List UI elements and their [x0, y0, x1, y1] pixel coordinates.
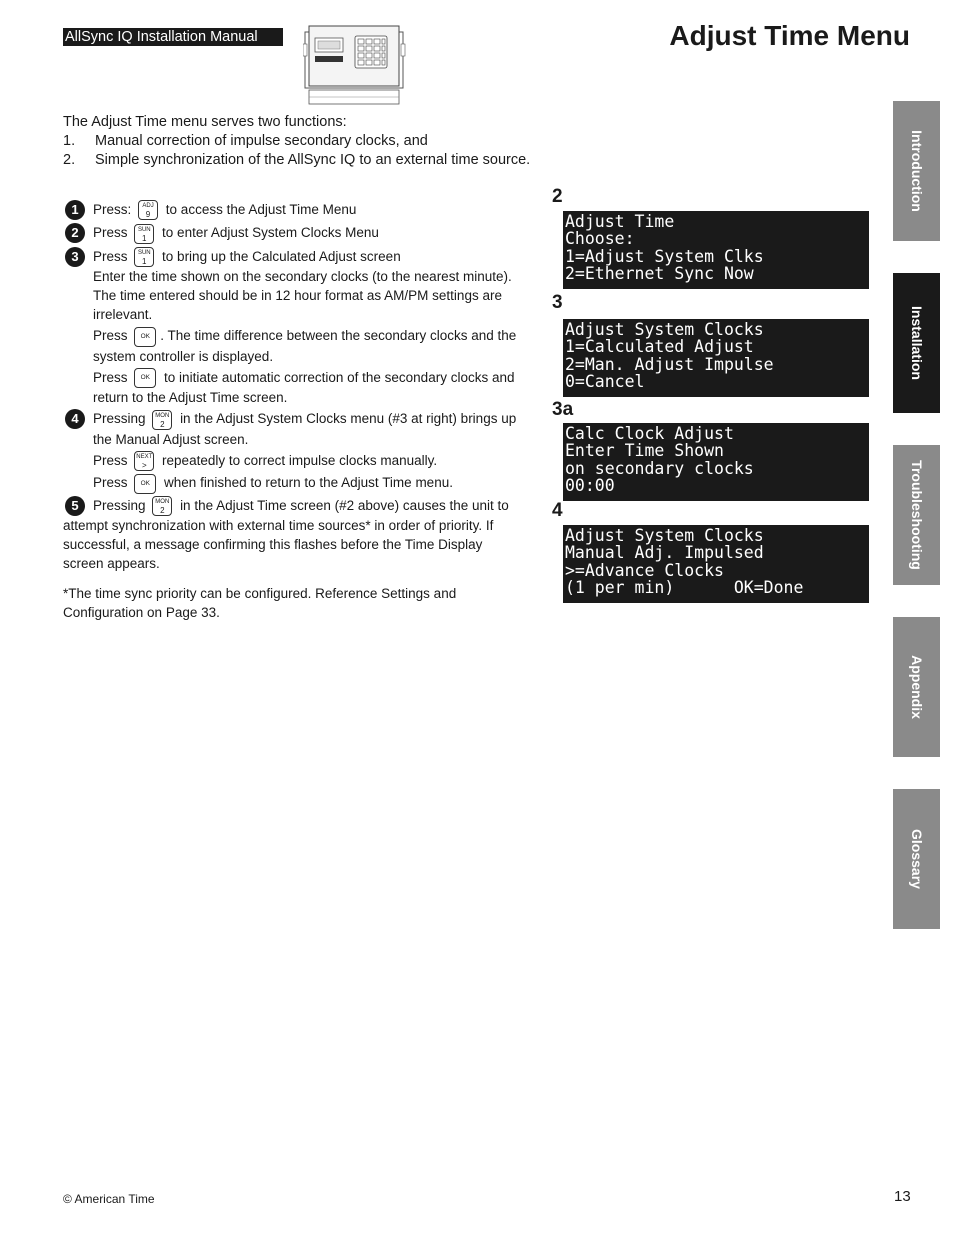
step-text: Press — [93, 369, 128, 385]
screen-label-3a: 3a — [552, 399, 574, 420]
step-text: repeatedly to correct impulse clocks manually. — [162, 452, 438, 468]
step-text: Press — [93, 328, 128, 344]
step-4 — [63, 409, 523, 448]
step-text: Press — [93, 248, 128, 264]
page-number: 13 — [894, 1188, 911, 1205]
tab-installation[interactable]: Installation — [893, 273, 940, 413]
sun-1-key-icon: SUN 1 — [134, 247, 154, 267]
intro-lead: The Adjust Time menu serves two functions: — [63, 114, 347, 130]
step-text: . The time difference between the secondary clocks and the system controller is displayed. — [93, 328, 517, 364]
intro-item-number: 2. — [63, 152, 76, 168]
lcd-screen-adjust-system-clocks: Adjust System Clocks 1=Calculated Adjust 2=Man. Adjust Impulse 0=Cancel — [563, 319, 869, 397]
intro-section — [63, 113, 530, 170]
intro-item-text: Simple synchronization of the AllSync IQ to an external time source. — [95, 152, 531, 168]
ok-key-icon: OK — [134, 474, 156, 494]
step-text: to access the Adjust Time Menu — [165, 202, 357, 217]
step-text: to initiate automatic correction of the secondary clocks and return to the Adjust Time screen. — [93, 369, 515, 406]
step-3-ok-correct — [63, 368, 523, 407]
tab-appendix[interactable]: Appendix — [893, 617, 940, 757]
intro-item — [63, 132, 530, 151]
step-text: Pressing — [93, 497, 146, 513]
step-text: Press — [93, 225, 128, 241]
tab-introduction[interactable]: Introduction — [893, 101, 940, 241]
screen-label-4: 4 — [552, 500, 563, 521]
step-number-badge: 5 — [65, 496, 85, 516]
copyright: © American Time — [63, 1192, 155, 1206]
sun-1-key-icon: SUN 1 — [134, 224, 154, 244]
lcd-screen-calc-clock-adjust: Calc Clock Adjust Enter Time Shown on secondary clocks 00:00 — [563, 423, 869, 501]
step-5 — [63, 496, 523, 573]
step-3-enter-time: Enter the time shown on the secondary clocks (to the nearest minute). The time entered should be in 12 hour format as AM/PM settings are irrelevant. — [93, 269, 512, 323]
lcd-screen-adjust-time: Adjust Time Choose: 1=Adjust System Clks 2=Ethernet Sync Now — [563, 211, 869, 289]
step-number-badge: 1 — [65, 200, 85, 220]
step-4-next — [63, 451, 523, 471]
screen-label-2: 2 — [552, 186, 563, 207]
manual-title-label: AllSync IQ Installation Manual — [63, 28, 283, 46]
step-text: in the Adjust System Clocks menu (#3 at right) brings up the Manual Adjust screen. — [93, 411, 517, 447]
adj-9-key-icon: ADJ 9 — [138, 200, 158, 220]
tab-glossary[interactable]: Glossary — [893, 789, 940, 929]
step-text: in the Adjust Time screen (#2 above) causes the unit to attempt synchronization with external time sources* in order of priority. If successful, a message confirming this flashes before the Time Display screen appears. — [63, 497, 509, 571]
footnote: *The time sync priority can be configured. Reference Settings and Configuration on Page 33. — [63, 586, 457, 620]
step-number-badge: 2 — [65, 223, 85, 243]
lcd-screen-manual-adjust: Adjust System Clocks Manual Adj. Impulsed >=Advance Clocks (1 per min) OK=Done — [563, 525, 869, 603]
intro-item — [63, 151, 530, 170]
step-text: Press — [93, 452, 128, 468]
step-text: to bring up the Calculated Adjust screen — [162, 248, 401, 264]
step-3 — [63, 247, 523, 267]
ok-key-icon: OK — [134, 368, 156, 388]
intro-item-number: 1. — [63, 133, 76, 149]
step-1 — [63, 200, 523, 220]
ok-key-icon: OK — [134, 327, 156, 347]
step-4-ok — [63, 473, 523, 493]
intro-item-text: Manual correction of impulse secondary clocks, and — [95, 133, 428, 149]
mon-2-key-icon: MON 2 — [152, 496, 172, 516]
step-text: to enter Adjust System Clocks Menu — [162, 225, 379, 241]
controller-device-illustration — [303, 24, 407, 108]
steps-section — [63, 200, 523, 573]
step-text: Press: — [93, 202, 132, 217]
page-title: Adjust Time Menu — [669, 20, 910, 51]
step-number-badge: 3 — [65, 247, 85, 267]
next-key-icon: NEXT > — [134, 451, 154, 471]
mon-2-key-icon: MON 2 — [152, 410, 172, 430]
step-text: when finished to return to the Adjust Time menu. — [164, 475, 453, 491]
tab-troubleshooting[interactable]: Troubleshooting — [893, 445, 940, 585]
step-2 — [63, 223, 523, 243]
step-text: Pressing — [93, 411, 146, 427]
step-number-badge: 4 — [65, 409, 85, 429]
step-3-ok-display — [63, 326, 523, 365]
screen-label-3: 3 — [552, 292, 563, 313]
step-text: Press — [93, 475, 128, 491]
